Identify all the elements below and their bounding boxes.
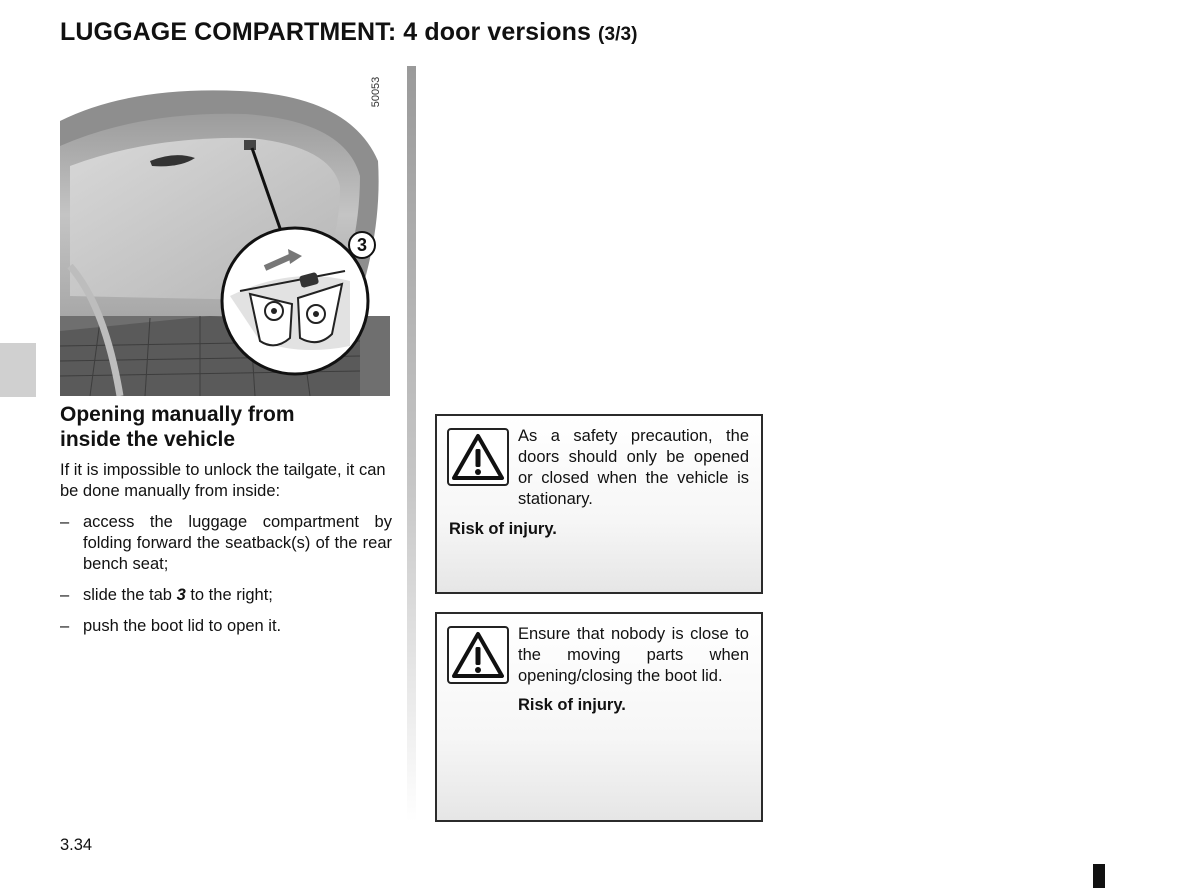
- risk-label: Risk of injury.: [449, 520, 557, 538]
- callout-number-text: 3: [356, 235, 368, 255]
- warning-text: Ensure that nobody is close to the moving parts when opening/closing the boot lid.: [518, 625, 749, 685]
- warning-triangle-icon: [447, 428, 509, 486]
- warning-text: As a safety precaution, the doors should only be opened or closed when the vehicle is stationary.: [518, 427, 749, 508]
- figure-code-text: 50053: [369, 76, 382, 108]
- callout-number-3: [347, 230, 377, 260]
- step-text-after: to the right;: [185, 586, 273, 604]
- risk-label: Risk of injury.: [518, 696, 626, 714]
- page-edge-marker: [1093, 864, 1105, 888]
- list-dash: –: [60, 617, 70, 635]
- warning-box: [435, 612, 763, 822]
- intro-text: If it is impossible to unlock the tailgate, it can be done manually from inside:: [60, 461, 386, 500]
- warning-triangle-icon: [447, 626, 509, 684]
- step-text: access the luggage compartment by folding forward the seatback(s) of the rear bench seat;: [83, 513, 392, 573]
- section-heading: [60, 402, 390, 452]
- page-title: [60, 18, 638, 47]
- step-text-before: slide the tab: [83, 586, 177, 604]
- section-heading-line-1: Opening manually from: [60, 403, 295, 426]
- figure-code: [368, 72, 384, 112]
- section-heading-line-2: inside the vehicle: [60, 428, 236, 451]
- column-divider: [407, 66, 416, 822]
- step-text: push the boot lid to open it.: [83, 617, 282, 635]
- page-number: 3.34: [60, 836, 93, 854]
- chapter-side-tab: [0, 343, 36, 397]
- list-item: [60, 616, 392, 637]
- list-item: [60, 585, 392, 606]
- tab-reference: 3: [176, 586, 186, 604]
- list-item: [60, 512, 392, 575]
- page-title-suffix: (3/3): [598, 24, 638, 45]
- warning-box: [435, 414, 763, 594]
- steps-list: [60, 512, 392, 647]
- boot-lid-illustration: [60, 66, 390, 396]
- list-dash: –: [60, 513, 70, 531]
- page-title-main: LUGGAGE COMPARTMENT: 4 door versions: [60, 18, 591, 46]
- list-dash: –: [60, 586, 70, 604]
